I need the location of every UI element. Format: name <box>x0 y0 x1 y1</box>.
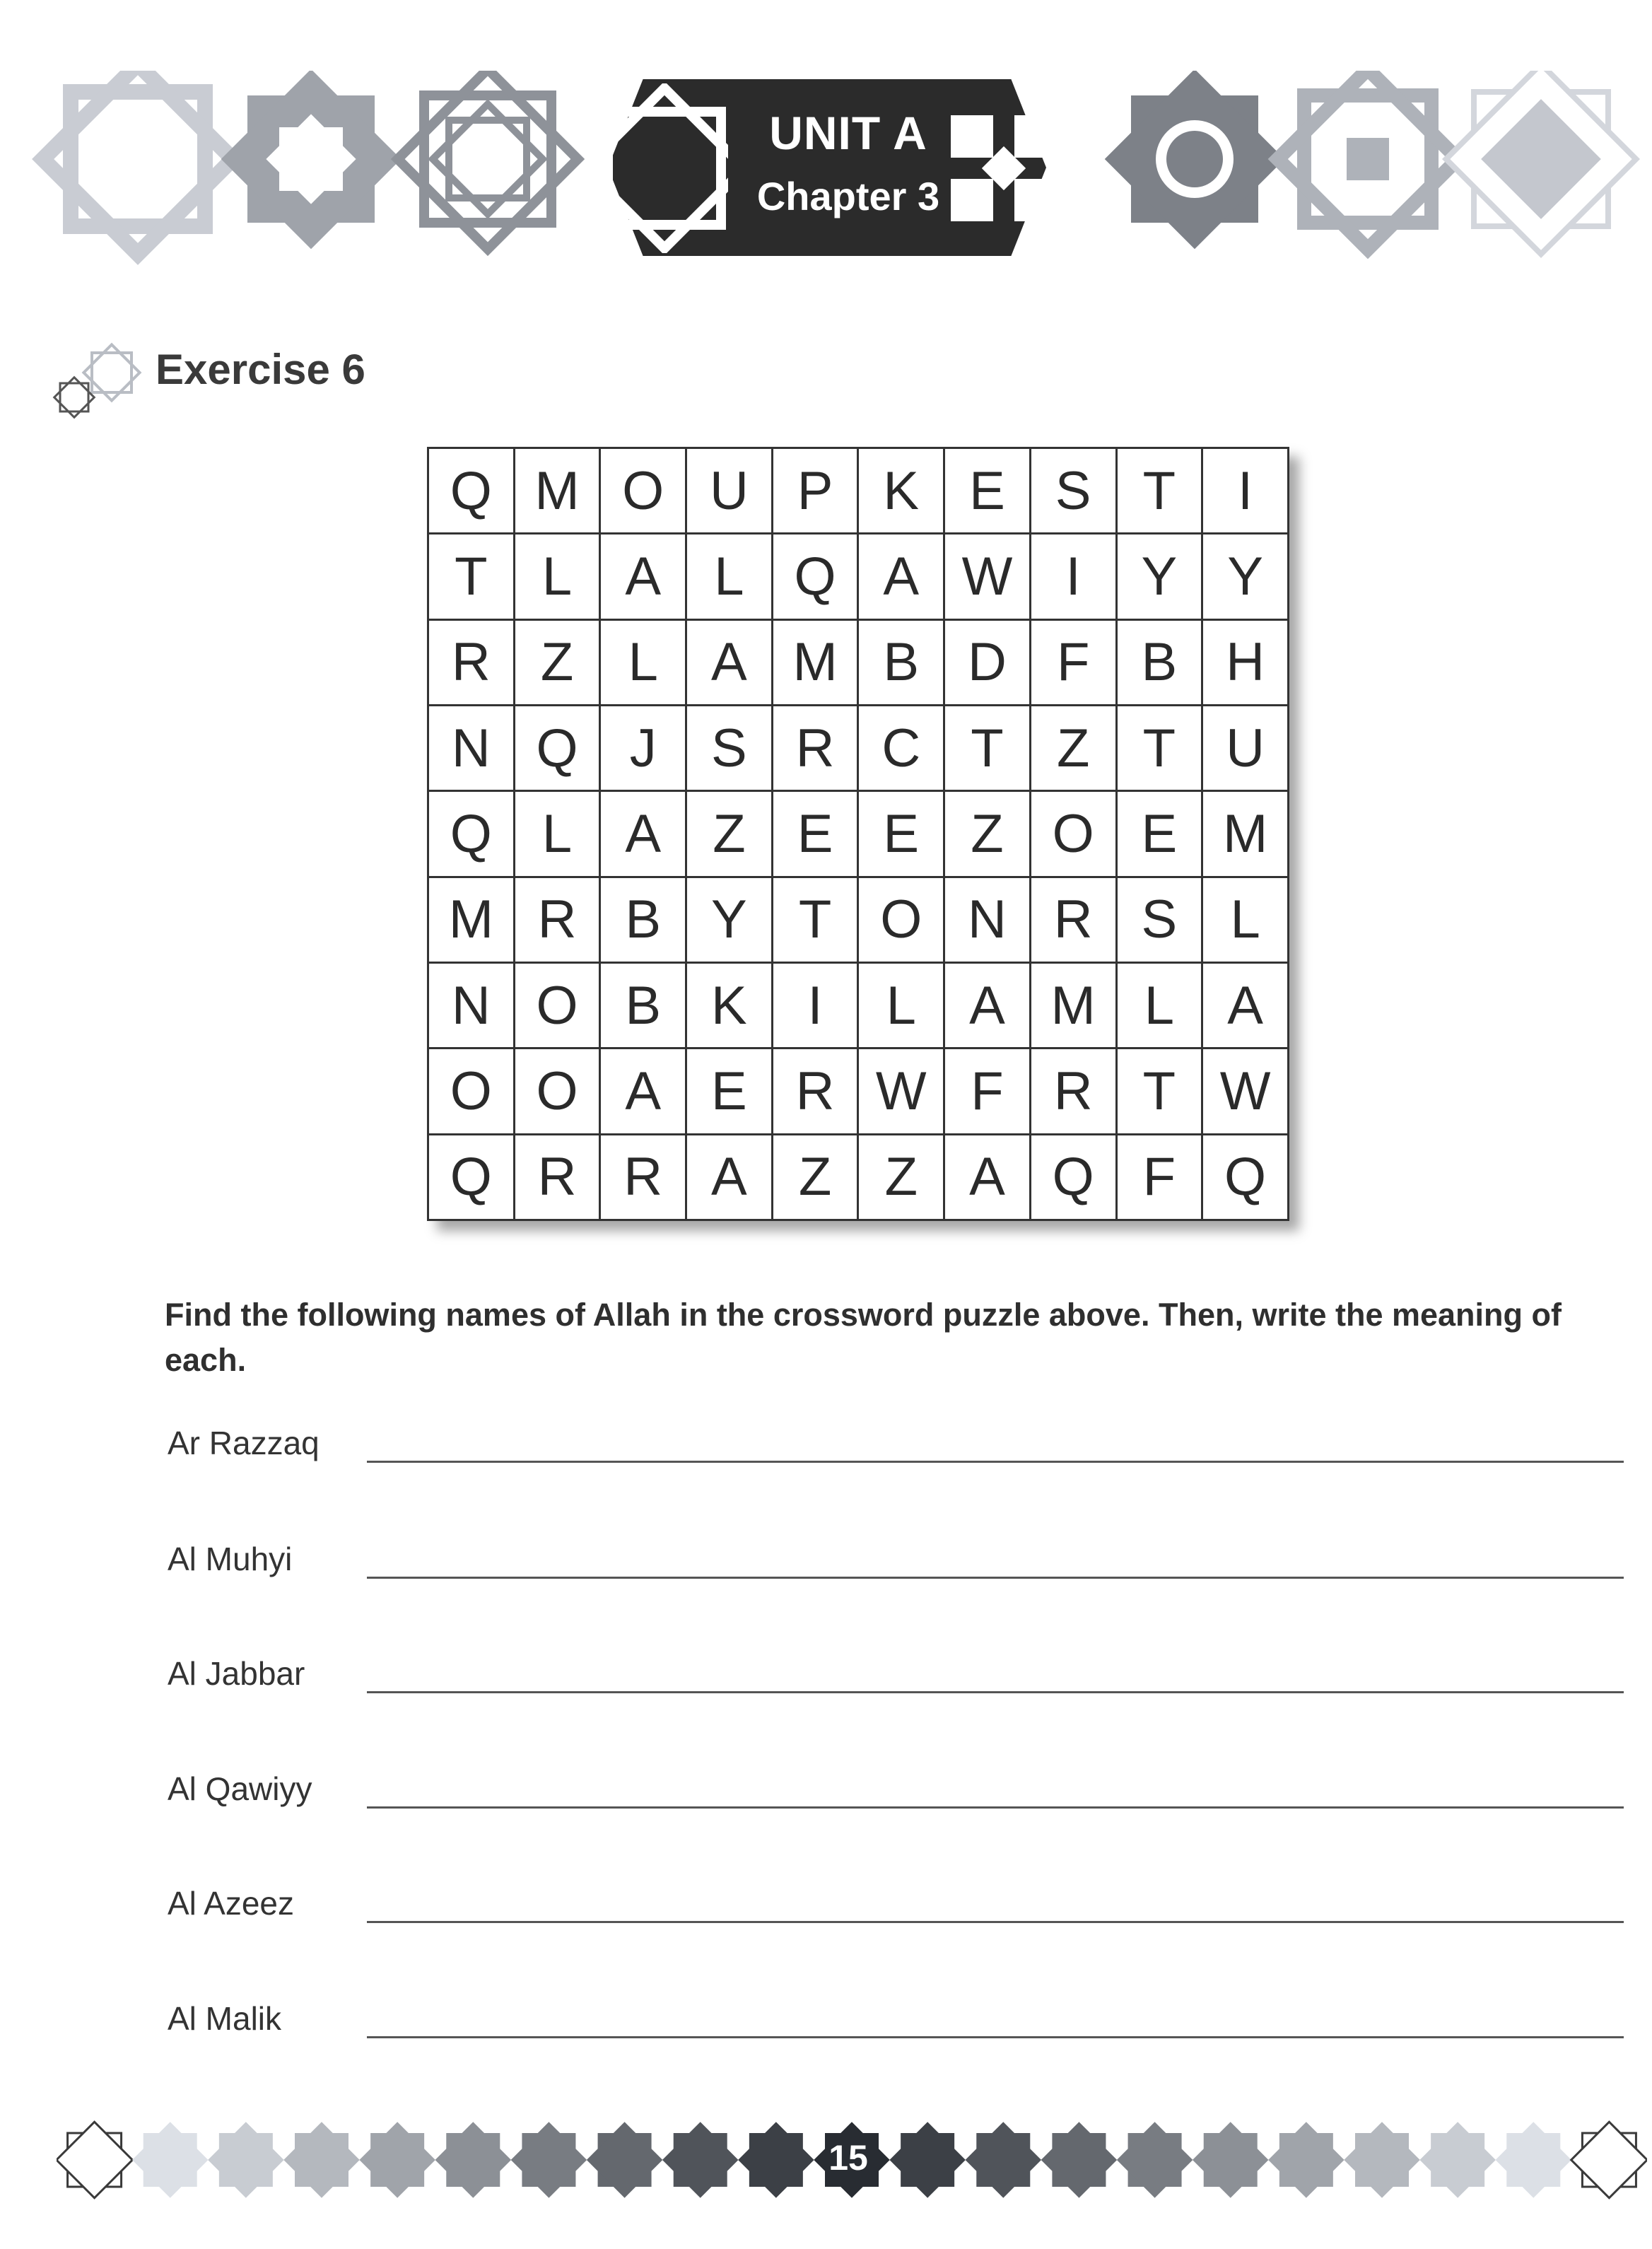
grid-cell[interactable]: B <box>600 877 686 962</box>
grid-cell[interactable]: S <box>1030 448 1116 534</box>
grid-cell[interactable]: A <box>600 534 686 619</box>
grid-cell[interactable]: U <box>1202 705 1289 790</box>
grid-cell[interactable]: O <box>858 877 944 962</box>
page-number: 15 <box>828 2138 868 2178</box>
grid-cell[interactable]: L <box>686 534 773 619</box>
word-search-table <box>427 447 1289 1221</box>
grid-row <box>428 619 1289 705</box>
star-ornament-icon <box>398 71 578 249</box>
grid-cell[interactable]: F <box>1116 1134 1202 1220</box>
grid-cell[interactable]: Q <box>772 534 858 619</box>
octagram-icon <box>738 2122 814 2197</box>
grid-cell[interactable]: T <box>944 705 1031 790</box>
answer-line[interactable] <box>367 1806 1624 1809</box>
grid-cell[interactable]: Q <box>428 1134 515 1220</box>
grid-cell[interactable]: Q <box>1030 1134 1116 1220</box>
name-label: Al Jabbar <box>168 1655 305 1692</box>
grid-cell[interactable]: E <box>686 1048 773 1134</box>
grid-cell[interactable]: A <box>858 534 944 619</box>
name-label: Al Qawiyy <box>168 1770 312 1807</box>
octagram-icon <box>1268 2122 1344 2197</box>
name-row <box>168 1540 1624 1596</box>
star-ornament-icon <box>49 341 145 422</box>
grid-row <box>428 448 1289 534</box>
answer-line[interactable] <box>367 1691 1624 1693</box>
octagram-icon <box>1571 2122 1647 2197</box>
answer-line[interactable] <box>367 2036 1624 2038</box>
star-ornament-icon <box>1278 71 1458 249</box>
grid-cell[interactable]: F <box>944 1048 1031 1134</box>
grid-cell[interactable]: Q <box>514 705 600 790</box>
grid-cell[interactable]: N <box>944 877 1031 962</box>
grid-cell[interactable]: O <box>514 962 600 1048</box>
grid-cell[interactable]: Y <box>1116 534 1202 619</box>
grid-row <box>428 1134 1289 1220</box>
answer-line[interactable] <box>367 1461 1624 1463</box>
grid-cell[interactable]: S <box>686 705 773 790</box>
octagram-icon <box>889 2122 965 2197</box>
grid-cell[interactable]: T <box>1116 705 1202 790</box>
grid-cell[interactable]: O <box>600 448 686 534</box>
grid-cell[interactable]: L <box>858 962 944 1048</box>
word-search-grid <box>427 447 1289 1221</box>
grid-cell[interactable]: E <box>1116 791 1202 877</box>
chapter-title: Chapter 3 <box>756 174 940 218</box>
grid-cell[interactable]: Z <box>686 791 773 877</box>
grid-row <box>428 962 1289 1048</box>
grid-cell[interactable]: Z <box>858 1134 944 1220</box>
grid-cell[interactable]: T <box>1116 448 1202 534</box>
grid-cell[interactable]: Z <box>1030 705 1116 790</box>
answer-line[interactable] <box>367 1921 1624 1923</box>
grid-cell[interactable]: T <box>428 534 515 619</box>
octagram-icon <box>1496 2122 1571 2197</box>
grid-cell[interactable]: R <box>514 877 600 962</box>
octagram-icon <box>132 2122 208 2197</box>
name-label: Al Malik <box>168 2000 282 2037</box>
grid-cell[interactable]: D <box>944 619 1031 705</box>
answer-line[interactable] <box>367 1577 1624 1579</box>
grid-cell[interactable]: W <box>858 1048 944 1134</box>
grid-cell[interactable]: A <box>1202 962 1289 1048</box>
star-ornament-icon <box>1105 71 1285 249</box>
grid-cell[interactable]: K <box>686 962 773 1048</box>
grid-cell[interactable]: R <box>772 705 858 790</box>
grid-cell[interactable]: L <box>1116 962 1202 1048</box>
grid-cell[interactable]: O <box>428 1048 515 1134</box>
name-row <box>168 1999 1624 2056</box>
grid-cell[interactable]: W <box>1202 1048 1289 1134</box>
name-label: Al Azeez <box>168 1885 294 1922</box>
grid-cell[interactable]: T <box>1116 1048 1202 1134</box>
grid-cell[interactable]: A <box>686 619 773 705</box>
grid-cell[interactable]: W <box>944 534 1031 619</box>
name-label: Ar Razzaq <box>168 1425 320 1461</box>
grid-cell[interactable]: A <box>600 1048 686 1134</box>
octagram-icon <box>966 2122 1041 2197</box>
grid-cell[interactable]: C <box>858 705 944 790</box>
exercise-title: Exercise 6 <box>156 346 365 393</box>
octagram-icon <box>283 2122 359 2197</box>
octagram-icon <box>57 2122 132 2197</box>
star-ornament-icon <box>221 71 402 249</box>
grid-cell[interactable]: Y <box>1202 534 1289 619</box>
grid-cell[interactable]: Q <box>428 791 515 877</box>
instructions: Find the following names of Allah in the crossword puzzle above. Then, write the meaning of each. <box>165 1297 1562 1378</box>
grid-cell[interactable]: Z <box>514 619 600 705</box>
grid-cell[interactable]: E <box>772 791 858 877</box>
grid-cell[interactable]: R <box>772 1048 858 1134</box>
octagram-icon <box>435 2122 511 2197</box>
grid-cell[interactable]: L <box>514 534 600 619</box>
octagram-icon <box>1041 2122 1117 2197</box>
name-label: Al Muhyi <box>168 1541 293 1577</box>
octagram-icon <box>1193 2122 1268 2197</box>
grid-cell[interactable]: M <box>514 448 600 534</box>
grid-cell[interactable]: T <box>772 877 858 962</box>
octagram-icon <box>662 2122 738 2197</box>
grid-cell[interactable]: J <box>600 705 686 790</box>
grid-cell[interactable]: B <box>1116 619 1202 705</box>
grid-cell[interactable]: R <box>428 619 515 705</box>
grid-cell[interactable]: Z <box>944 791 1031 877</box>
unit-title: UNIT A <box>769 107 927 159</box>
grid-cell[interactable]: L <box>600 619 686 705</box>
grid-cell[interactable]: A <box>600 791 686 877</box>
name-row <box>168 1884 1624 1941</box>
grid-cell[interactable]: B <box>600 962 686 1048</box>
grid-cell[interactable]: R <box>600 1134 686 1220</box>
octagram-icon <box>359 2122 435 2197</box>
grid-cell[interactable]: N <box>428 962 515 1048</box>
grid-cell[interactable]: M <box>1030 962 1116 1048</box>
grid-cell[interactable]: O <box>514 1048 600 1134</box>
grid-row <box>428 705 1289 790</box>
octagram-icon <box>511 2122 587 2197</box>
grid-cell[interactable]: L <box>1202 877 1289 962</box>
grid-cell[interactable]: S <box>1116 877 1202 962</box>
grid-cell[interactable]: R <box>1030 877 1116 962</box>
grid-cell[interactable]: F <box>1030 619 1116 705</box>
name-row <box>168 1424 1624 1480</box>
grid-cell[interactable]: R <box>1030 1048 1116 1134</box>
grid-cell[interactable]: H <box>1202 619 1289 705</box>
grid-row <box>428 1048 1289 1134</box>
grid-cell[interactable]: I <box>772 962 858 1048</box>
grid-cell[interactable]: L <box>514 791 600 877</box>
grid-row <box>428 534 1289 619</box>
octagram-icon <box>1419 2122 1495 2197</box>
grid-cell[interactable]: M <box>1202 791 1289 877</box>
grid-cell[interactable]: I <box>1202 448 1289 534</box>
octagram-icon <box>1344 2122 1419 2197</box>
grid-cell[interactable]: U <box>686 448 773 534</box>
star-ornament-icon <box>1446 71 1636 254</box>
grid-row <box>428 791 1289 877</box>
grid-cell[interactable]: A <box>944 1134 1031 1220</box>
grid-cell[interactable]: M <box>428 877 515 962</box>
name-row <box>168 1770 1624 1826</box>
octagram-icon <box>208 2122 283 2197</box>
grid-cell[interactable]: Y <box>686 877 773 962</box>
grid-cell[interactable]: O <box>1030 791 1116 877</box>
grid-cell[interactable]: A <box>944 962 1031 1048</box>
octagram-icon <box>1117 2122 1193 2197</box>
grid-cell[interactable]: E <box>858 791 944 877</box>
grid-cell[interactable]: E <box>944 448 1031 534</box>
grid-cell[interactable]: N <box>428 705 515 790</box>
grid-row <box>428 877 1289 962</box>
grid-cell[interactable]: A <box>686 1134 773 1220</box>
grid-cell[interactable]: I <box>1030 534 1116 619</box>
grid-cell[interactable]: P <box>772 448 858 534</box>
grid-cell[interactable]: B <box>858 619 944 705</box>
name-row <box>168 1654 1624 1711</box>
star-ornament-icon <box>43 71 233 254</box>
grid-cell[interactable]: M <box>772 619 858 705</box>
octagram-icon <box>587 2122 662 2197</box>
grid-cell[interactable]: Z <box>772 1134 858 1220</box>
grid-cell[interactable]: R <box>514 1134 600 1220</box>
grid-cell[interactable]: Q <box>1202 1134 1289 1220</box>
grid-cell[interactable]: Q <box>428 448 515 534</box>
grid-cell[interactable]: K <box>858 448 944 534</box>
